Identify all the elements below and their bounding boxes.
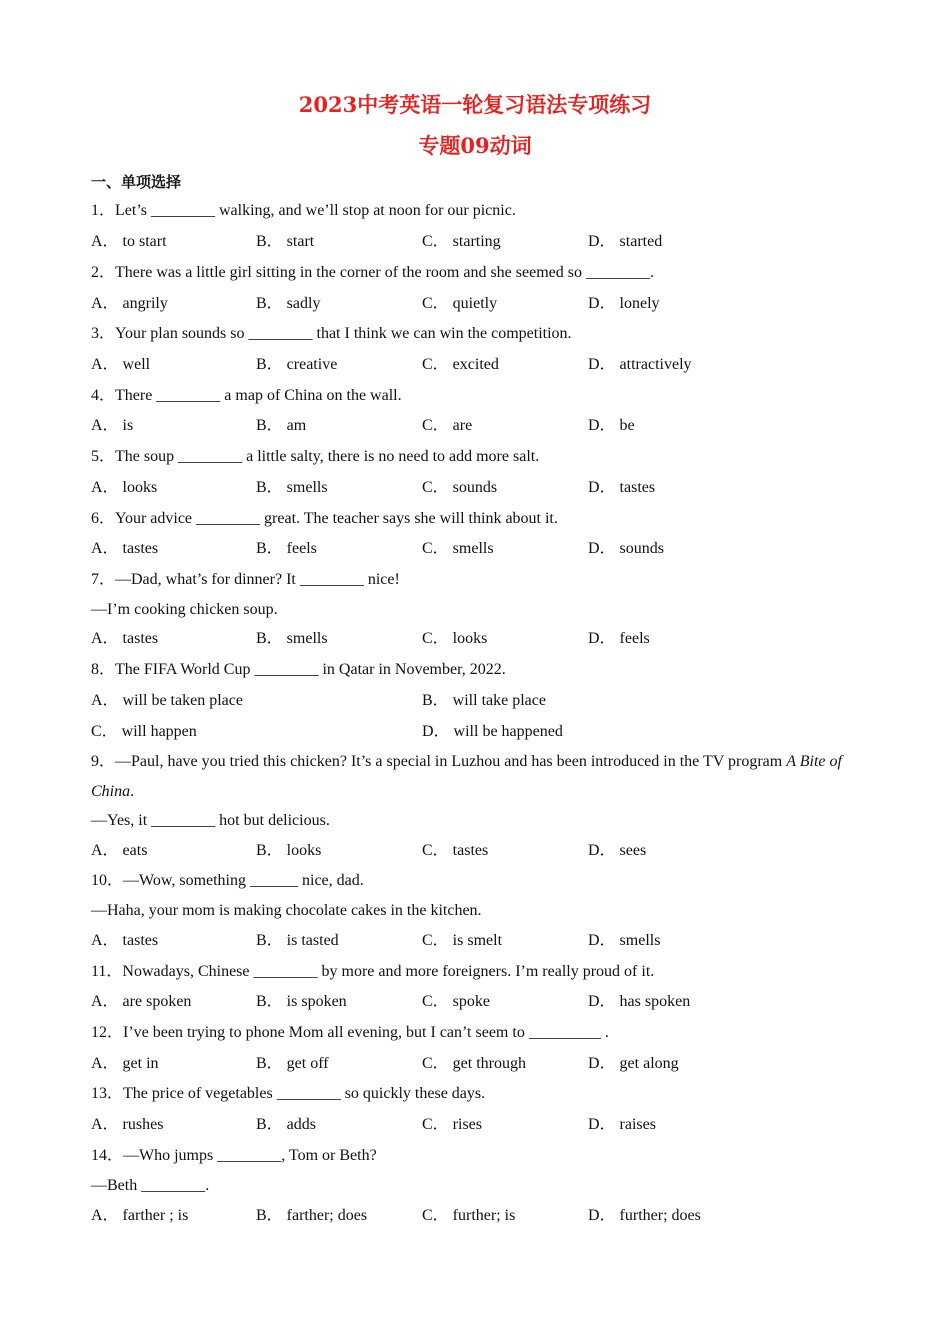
q11-option-c: C． spoke (422, 993, 491, 1010)
question-8: 8．The FIFA World Cup ________ in Qatar in November, 2022. (91, 661, 506, 678)
question-6: 6．Your advice ________ great. The teacher says she will think about it. (91, 510, 558, 527)
q4-option-d: D． be (588, 417, 635, 434)
q5-option-c: C． sounds (422, 479, 498, 496)
question-12: 12．I’ve been trying to phone Mom all evening, but I can’t seem to _________ . (91, 1024, 609, 1041)
q9-option-d: D． sees (588, 842, 647, 859)
q4-option-b: B． am (256, 417, 307, 434)
q2-option-b: B． sadly (256, 295, 321, 312)
q6-option-a: A． tastes (91, 540, 159, 557)
q1-option-b: B． start (256, 233, 315, 250)
q12-option-b: B． get off (256, 1055, 329, 1072)
q8-option-b: B． will take place (422, 692, 546, 709)
q11-option-d: D． has spoken (588, 993, 691, 1010)
section-heading: 一、单项选择 (91, 173, 182, 191)
q2-option-c: C． quietly (422, 295, 498, 312)
q13-option-a: A． rushes (91, 1116, 164, 1133)
question-7-reply: —I’m cooking chicken soup. (91, 601, 278, 618)
q11-option-a: A． are spoken (91, 993, 192, 1010)
q2-option-a: A． angrily (91, 295, 168, 312)
program-title: A Bite of China (91, 753, 842, 800)
q14-option-c: C． further; is (422, 1207, 516, 1224)
document-title: 2023中考英语一轮复习语法专项练习 (298, 92, 652, 117)
q3-option-a: A． well (91, 356, 151, 373)
q13-option-d: D． raises (588, 1116, 656, 1133)
question-2: 2．There was a little girl sitting in the corner of the room and she seemed so ________. (91, 264, 654, 281)
question-5: 5．The soup ________ a little salty, there is no need to add more salt. (91, 448, 540, 465)
q3-option-d: D． attractively (588, 356, 692, 373)
question-7: 7．—Dad, what’s for dinner? It ________ nice! (91, 571, 400, 588)
q1-option-c: C． starting (422, 233, 501, 250)
q11-option-b: B． is spoken (256, 993, 347, 1010)
question-3: 3．Your plan sounds so ________ that I think we can win the competition. (91, 325, 572, 342)
q6-option-d: D． sounds (588, 540, 665, 557)
q8-option-d: D． will be happened (422, 723, 563, 740)
question-11: 11．Nowadays, Chinese ________ by more and more foreigners. I’m really proud of it. (91, 963, 655, 980)
q1-option-a: A． to start (91, 233, 167, 250)
question-13: 13．The price of vegetables ________ so quickly these days. (91, 1085, 486, 1102)
q14-option-a: A． farther ; is (91, 1207, 189, 1224)
q4-option-a: A． is (91, 417, 134, 434)
q9-option-c: C． tastes (422, 842, 489, 859)
q10-option-c: C． is smelt (422, 932, 503, 949)
q7-option-b: B． smells (256, 630, 328, 647)
question-4: 4．There ________ a map of China on the wall. (91, 387, 402, 404)
q5-option-a: A． looks (91, 479, 158, 496)
question-9-text: 9．—Paul, have you tried this chicken? It’s a special in Luzhou and has been introduced in the TV program (91, 753, 787, 770)
q10-option-a: A． tastes (91, 932, 159, 949)
question-1: 1．Let’s ________ walking, and we’ll stop at noon for our picnic. (91, 202, 516, 219)
q6-option-c: C． smells (422, 540, 494, 557)
q14-option-b: B． farther; does (256, 1207, 368, 1224)
q9-option-a: A． eats (91, 842, 148, 859)
q7-option-c: C． looks (422, 630, 488, 647)
question-14-reply: —Beth ________. (91, 1177, 210, 1194)
q10-option-b: B． is tasted (256, 932, 339, 949)
q7-option-d: D． feels (588, 630, 650, 647)
q3-option-b: B． creative (256, 356, 338, 373)
q8-option-c: C． will happen (91, 723, 197, 740)
q12-option-d: D． get along (588, 1055, 679, 1072)
q5-option-b: B． smells (256, 479, 328, 496)
q14-option-d: D． further; does (588, 1207, 701, 1224)
question-9-end: . (130, 783, 135, 800)
q7-option-a: A． tastes (91, 630, 159, 647)
q12-option-c: C． get through (422, 1055, 526, 1072)
q2-option-d: D． lonely (588, 295, 660, 312)
question-9-reply: —Yes, it ________ hot but delicious. (91, 812, 330, 829)
q13-option-b: B． adds (256, 1116, 317, 1133)
q1-option-d: D． started (588, 233, 663, 250)
q3-option-c: C． excited (422, 356, 499, 373)
question-10-reply: —Haha, your mom is making chocolate cakes in the kitchen. (91, 902, 482, 919)
q8-option-a: A． will be taken place (91, 692, 243, 709)
q13-option-c: C． rises (422, 1116, 483, 1133)
question-14: 14．—Who jumps ________, Tom or Beth? (91, 1147, 377, 1164)
question-10: 10．—Wow, something ______ nice, dad. (91, 872, 364, 889)
question-9 (91, 747, 870, 807)
q4-option-c: C． are (422, 417, 473, 434)
q6-option-b: B． feels (256, 540, 317, 557)
q10-option-d: D． smells (588, 932, 661, 949)
q9-option-b: B． looks (256, 842, 322, 859)
q5-option-d: D． tastes (588, 479, 656, 496)
document-subtitle: 专题09动词 (418, 133, 532, 158)
q12-option-a: A． get in (91, 1055, 159, 1072)
